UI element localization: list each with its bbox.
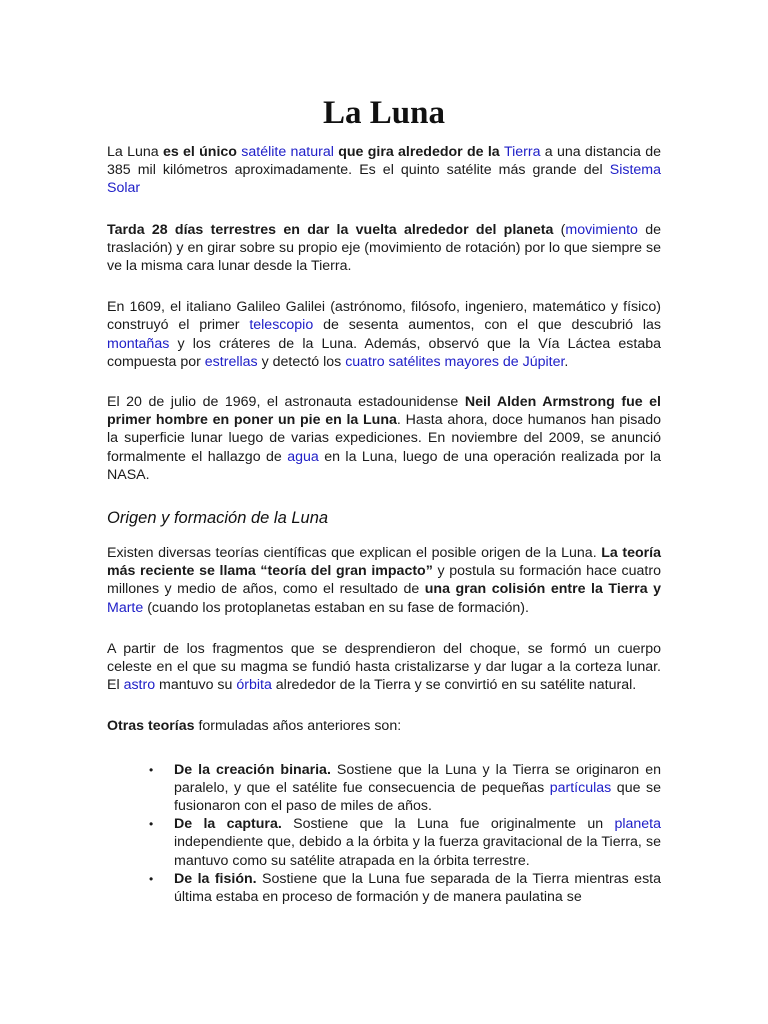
paragraph-armstrong [107,393,661,484]
text: . [564,353,569,370]
text: La Luna [107,144,163,160]
link-tierra[interactable]: Tierra [503,144,541,160]
bold-text: De la fisión. [174,870,257,887]
text: independiente que, debido a la órbita y la fuerza gravitacional de la Tierra, se mantuvo como su satélite atrapada en la órbita terrestre. [174,834,661,869]
link-particulas[interactable]: partículas [549,779,612,796]
text: y detectó los [257,353,346,370]
bullet-icon: • [149,762,154,777]
paragraph-origin [107,544,661,617]
text: ( [553,221,566,238]
text: formuladas años anteriores son: [194,718,402,735]
link-estrellas[interactable]: estrellas [204,353,258,370]
link-marte[interactable]: Marte [107,599,144,616]
link-satelite-natural[interactable]: satélite natural [241,144,334,160]
theories-list [107,761,661,907]
paragraph-intro [107,143,661,198]
list-item [107,870,661,906]
text: y los cráteres de la Luna. Además, observó que la Vía Láctea estaba compuesta por [107,335,661,370]
link-orbita[interactable]: órbita [236,677,272,694]
link-satelites-jupiter[interactable]: cuatro satélites mayores de Júpiter [345,353,565,370]
bold-text: Neil Alden Armstrong fue el primer hombre en poner un pie en la Luna [107,394,661,429]
bold-text: que gira alrededor de la [333,144,504,160]
bold-text: De la creación binaria. [174,761,331,778]
text: Sostiene que la Luna fue separada de la Tierra mientras esta última estaba en proceso de formación y de manera paulatina se [174,870,661,906]
bold-text: La teoría más reciente se llama “teoría del gran impacto” [107,545,661,580]
text: Sostiene que la Luna fue originalmente un [281,816,615,833]
bold-text: De la captura. [174,816,282,833]
bullet-icon: • [149,817,154,832]
text: y postula su formación hace cuatro millones y medio de años, como el resultado de [107,563,661,598]
text: Existen diversas teorías científicas que explican el posible origen de la Luna. [107,545,602,562]
text: de sesenta aumentos, con el que descubrió las [313,317,662,334]
link-movimiento[interactable]: movimiento [565,221,638,238]
list-item [107,815,661,870]
text: alrededor de la Tierra y se convirtió en su satélite natural. [271,677,637,694]
bold-text: una gran colisión entre la Tierra y [424,581,661,598]
link-sistema-solar[interactable]: Sistema Solar [107,162,661,197]
list-item [107,761,661,816]
link-telescopio[interactable]: telescopio [249,317,314,334]
text: En 1609, el italiano Galileo Galilei (astrónomo, filósofo, ingeniero, matemático y físico) construyó el primer [107,299,661,334]
link-agua[interactable]: agua [287,448,319,465]
page-title: La Luna [323,95,445,131]
bold-text: Otras teorías [107,718,195,735]
text: El 20 de julio de 1969, el astronauta estadounidense [107,394,465,411]
section-heading: Origen y formación de la Luna [107,509,329,528]
link-planeta[interactable]: planeta [614,816,662,833]
text: de traslación) y en girar sobre su propio eje (movimiento de rotación) por lo que siempre se ve la misma cara lunar desde la Tierra. [107,221,661,275]
bold-text: es el único [162,144,242,160]
bold-text: Tarda 28 días terrestres en dar la vuelta alrededor del planeta [107,221,554,238]
paragraph-galileo [107,298,661,371]
link-montanas[interactable]: montañas [107,335,170,352]
text: que se fusionaron con el paso de miles de años. [174,779,662,815]
text: a una distancia de 385 mil kilómetros aproximadamente. Es el quinto satélite más grande del [107,144,661,179]
text: en la Luna, luego de una operación realizada por la NASA. [107,448,661,483]
text: (cuando los protoplanetas estaban en su fase de formación). [143,599,529,616]
paragraph-fragments [107,640,661,695]
text: Sostiene que la Luna y la Tierra se originaron en paralelo, y que el satélite fue consecuencia de pequeñas [174,761,661,796]
text: A partir de los fragmentos que se desprendieron del choque, se formó un cuerpo celeste en el que su magma se fundió hasta cristalizarse y dar lugar a la corteza lunar. El [107,640,661,694]
document-body [107,143,661,906]
text: mantuvo su [155,677,237,694]
text: . Hasta ahora, doce humanos han pisado la superficie lunar luego de varias expediciones. En noviembre del 2009, se anunció formalmente el hallazgo de [107,412,661,465]
link-astro[interactable]: astro [123,677,156,694]
paragraph-orbit [107,221,661,276]
paragraph-other-theories [107,717,661,735]
bullet-icon: • [149,871,154,886]
